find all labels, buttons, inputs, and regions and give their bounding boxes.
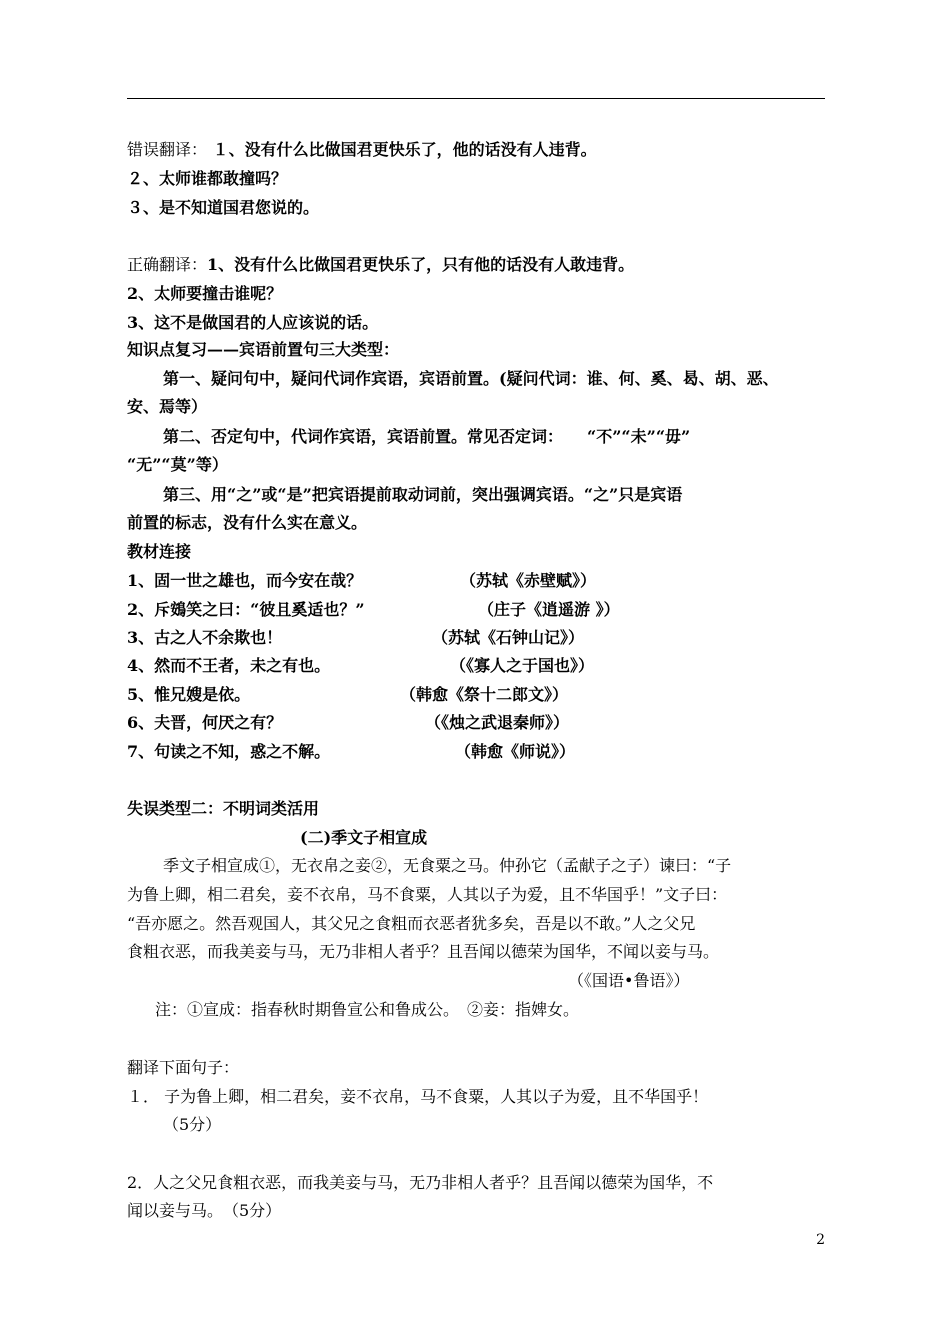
textbook-item-1: 1、固一世之雄也，而今安在哉？ bbox=[127, 571, 363, 590]
textbook-item-6-source: （《烛之武退秦师》） bbox=[425, 713, 570, 732]
review-heading: 知识点复习——宾语前置句三大类型： bbox=[127, 340, 400, 359]
review-type2-line2: “无”“莫”等） bbox=[127, 455, 228, 474]
textbook-item-7-source: （韩愈《师说》） bbox=[455, 742, 576, 761]
textbook-item-3-source: （苏轼《石钟山记》） bbox=[432, 628, 585, 647]
passage-line-2: 为鲁上卿，相二君矣，妾不衣帛，马不食粟，人其以子为爱，且不华国乎！”文子曰： bbox=[127, 885, 728, 904]
textbook-item-5: 5、惟兄嫂是依。 bbox=[127, 685, 251, 704]
passage-line-3: “吾亦愿之。然吾观国人，其父兄之食粗而衣恶者犹多矣，吾是以不敢。”人之父兄 bbox=[127, 914, 696, 933]
correct-translation-line1 bbox=[127, 255, 634, 275]
review-type3-line2: 前置的标志，没有什么实在意义。 bbox=[127, 513, 368, 532]
textbook-heading: 教材连接 bbox=[127, 542, 192, 561]
correct-translation-text: 1、没有什么比做国君更快乐了，只有他的话没有人敢违背。 bbox=[207, 255, 635, 274]
textbook-item-2-source: （庄子《逍遥游 》） bbox=[478, 600, 620, 619]
wrong-translation-label: 错误翻译： bbox=[127, 140, 208, 159]
passage-note: 注：①宣成：指春秋时期鲁宣公和鲁成公。 ②妾：指婢女。 bbox=[155, 1000, 580, 1019]
question-1-line2: （5分） bbox=[163, 1115, 222, 1134]
question-1-line1: １． 子为鲁上卿，相二君矣，妾不衣帛，马不食粟，人其以子为爱，且不华国乎！ bbox=[127, 1087, 709, 1106]
passage-title: (二)季文子相宣成 bbox=[300, 828, 428, 847]
error-type2-heading: 失误类型二：不明词类活用 bbox=[127, 799, 320, 818]
textbook-item-1-source: （苏轼《赤壁赋》） bbox=[460, 571, 597, 590]
question-2-line2: 闻以妾与马。 （5分） bbox=[127, 1201, 282, 1220]
passage-source: （《国语•鲁语》） bbox=[568, 971, 690, 990]
review-type3-line1: 第三、用“之”或“是”把宾语提前取动词前，突出强调宾语。“之”只是宾语 bbox=[163, 485, 683, 504]
passage-line-1: 季文子相宣成①，无衣帛之妾②，无食粟之马。仲孙它（孟献子之子）谏曰：“子 bbox=[163, 856, 732, 875]
textbook-item-7: 7、句读之不知，惑之不解。 bbox=[127, 742, 331, 761]
textbook-item-5-source: （韩愈《祭十二郎文》） bbox=[400, 685, 569, 704]
translate-heading: 翻译下面句子： bbox=[127, 1058, 240, 1077]
review-type1-line1: 第一、疑问句中，疑问代词作宾语，宾语前置。(疑问代词：谁、何、奚、曷、胡、恶、 bbox=[163, 369, 779, 388]
question-2-line1: 2．人之父兄食粗衣恶，而我美妾与马，无乃非相人者乎？且吾闻以德荣为国华，不 bbox=[127, 1173, 714, 1192]
passage-line-4: 食粗衣恶，而我美妾与马，无乃非相人者乎？且吾闻以德荣为国华，不闻以妾与马。 bbox=[127, 942, 720, 961]
correct-translation-line2: 2、太师要撞击谁呢？ bbox=[127, 284, 283, 303]
textbook-item-2: 2、斥鴳笑之曰：“彼且奚适也？” bbox=[127, 600, 365, 619]
wrong-translation-text: １、没有什么比做国君更快乐了，他的话没有人违背。 bbox=[207, 140, 597, 159]
wrong-translation-line3: ３、是不知道国君您说的。 bbox=[127, 198, 320, 217]
wrong-translation-line2: ２、太师谁都敢撞吗？ bbox=[127, 169, 288, 188]
textbook-item-3: 3、古之人不余欺也！ bbox=[127, 628, 283, 647]
textbook-item-4-source: （《寡人之于国也》） bbox=[450, 656, 595, 675]
textbook-item-4: 4、然而不王者，未之有也。 bbox=[127, 656, 331, 675]
wrong-translation-line1 bbox=[127, 140, 597, 160]
page-number: 2 bbox=[816, 1232, 825, 1248]
textbook-item-6: 6、夫晋，何厌之有？ bbox=[127, 713, 283, 732]
review-type2-line1: 第二、否定句中，代词作宾语，宾语前置。常见否定词： “不”“未”“毋” bbox=[163, 427, 691, 446]
correct-translation-line3: 3、这不是做国君的人应该说的话。 bbox=[127, 313, 379, 332]
review-type1-line2: 安、焉等） bbox=[127, 397, 208, 416]
correct-translation-label: 正确翻译： bbox=[127, 255, 208, 274]
header-rule bbox=[127, 98, 825, 99]
